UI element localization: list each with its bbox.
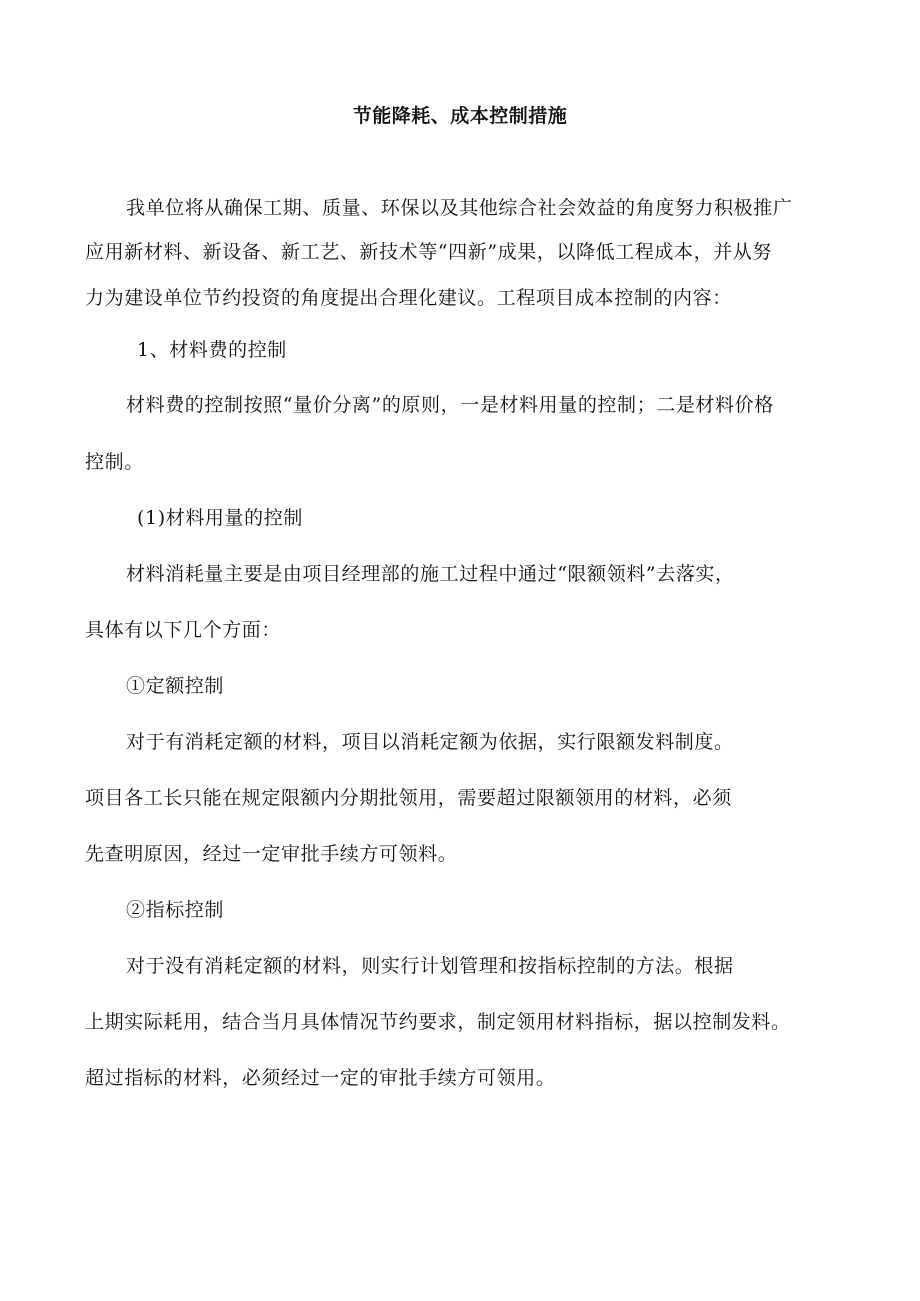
paragraph-line: 对于没有消耗定额的材料，则实行计划管理和按指标控制的方法。根据 — [126, 955, 734, 977]
document-title: 节能降耗、成本控制措施 — [352, 105, 568, 127]
paragraph-line: 材料消耗量主要是由项目经理部的施工过程中通过“限额领料”去落实， — [126, 563, 735, 585]
paragraph-line: 控制。 — [85, 451, 144, 473]
paragraph-line: 材料费的控制按照“量价分离”的原则，一是材料用量的控制；二是材料价格 — [126, 394, 774, 416]
paragraph-line: 先查明原因，经过一定审批手续方可领料。 — [85, 843, 458, 865]
paragraph-line: 项目各工长只能在规定限额内分期批领用，需要超过限额领用的材料，必须 — [85, 787, 732, 809]
paragraph-line: 对于有消耗定额的材料，项目以消耗定额为依据，实行限额发料制度。 — [126, 731, 734, 753]
paragraph-line: 应用新材料、新设备、新工艺、新技术等“四新”成果，以降低工程成本，并从努 — [85, 241, 773, 263]
section-heading: 1、材料费的控制 — [137, 339, 287, 361]
item-heading: ①定额控制 — [126, 675, 225, 697]
paragraph-line: 具体有以下几个方面： — [85, 619, 282, 641]
paragraph-line: 上期实际耗用，结合当月具体情况节约要求，制定领用材料指标，据以控制发料。 — [85, 1011, 791, 1033]
paragraph-line: 超过指标的材料，必须经过一定的审批手续方可领用。 — [85, 1067, 556, 1089]
item-heading: ②指标控制 — [126, 899, 225, 921]
paragraph-line: 力为建设单位节约投资的角度提出合理化建议。工程项目成本控制的内容： — [85, 287, 732, 309]
paragraph-line: 我单位将从确保工期、质量、环保以及其他综合社会效益的角度努力积极推广 — [126, 197, 793, 219]
subsection-heading: (1)材料用量的控制 — [137, 507, 303, 529]
